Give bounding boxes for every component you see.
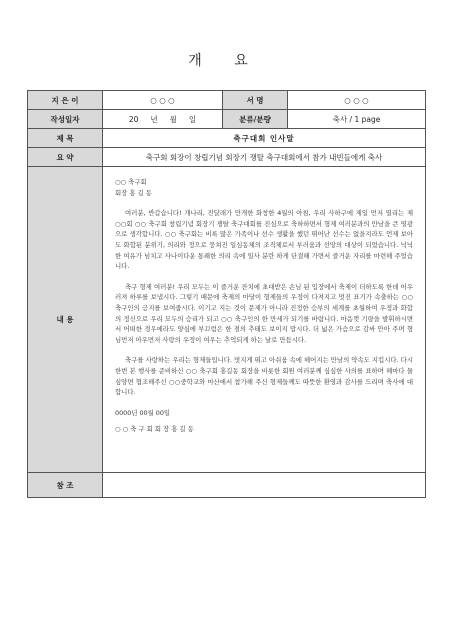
date-row	[28, 110, 426, 129]
signature-value: ○ ○ ○	[288, 91, 426, 110]
content-paragraph-3: 축구를 사랑하는 우리는 형제들입니다. 멋지게 뛰고 아쉬움 속에 헤어지는 만남의 약속도 지킵시다. 다시 한번 본 행사를 준비하신 ○○ 축구회 홍길동 회장을 비롯한 회원 여러분께 심심한 사의를 표하며 해마다 물심양면 협조해주신 ○○중학교와 마산에서 참가해 주신 형제들께도 따뜻한 환영과 감사를 드리며 축사에 대합니다.	[115, 356, 413, 397]
reference-row	[28, 473, 426, 498]
recipient-name: 회장 홍 길 동	[115, 188, 152, 197]
subject-row	[28, 129, 426, 148]
date-value	[103, 110, 223, 129]
author-value: ○ ○ ○	[103, 91, 223, 110]
content-paragraph-1: 여러분, 반갑습니다! 개나리, 진달래가 만개한 화창한 4월의 아침, 우리 사하구에 제일 먼저 열리는 제 ○○회 ○○ 축구회 창립기념 회장기 쟁탈 축구대회를 진심으로 축하하면서 형제 여러분과의 만남을 큰 영광으로 생각합니다. ○○ 축구회는 비록 많은 가족이나 선수 생활을 했던 뛰어난 선수는 없을지라도 언제 보아도 화합된 분위기, 의리와 정으로 뭉쳐진 일심동체의 조직체로서 부러움과 선망의 대상이 되었습니다. 넉넉한 여유가 넘치고 사나이다운 통쾌한 의리 속에 일사 분란 하게 단결해 가면서 즐거운 자리를 마련해 주었습니다.	[115, 209, 413, 271]
date-month-unit: 월	[169, 114, 177, 124]
date-year-unit: 년	[150, 114, 158, 124]
recipient-org: ○○ 축구회	[115, 178, 147, 186]
author-row	[28, 91, 426, 110]
category-label: 분류/분량	[223, 110, 288, 129]
date-label: 작성일자	[28, 110, 103, 129]
category-value: 축사 / 1 page	[288, 110, 426, 129]
content-paragraph-2: 축구 형제 여러분! 우리 모두는 이 즐거운 잔치에 초대받은 손님 된 입장에서 축제이 더하도록 한데 어우러져 하루를 보냅시다. 그렇기 때문에 축제의 마당이 형제들의 우정이 다져지고 멋진 표기가 속출하는 ○○ 축구인의 긍지를 보여줍시다. 이기고 지는 것이 문제가 아니라 진정한 승부의 세계를 초월하여 우정과 화합의 정신으로 우리 모두의 승리가 되고 ○○ 축구인의 한 만세가 되기를 바랍니다. 마음껏 기량을 발휘하시면서 어떠한 경우에라도 양심에 부끄럼은 한 점의 추태도 보이지 맙시다. 더 넓은 가슴으로 감싸 안아 주며 형님먼저 아우먼저 사랑의 우정이 여우는 추억되게 하는 날로 만듭시다.	[115, 282, 413, 344]
subject-value: 축구대회 인사말	[103, 129, 426, 148]
document-title: 개 요	[188, 53, 262, 69]
summary-label: 요 약	[28, 148, 103, 167]
subject-label: 제 목	[28, 129, 103, 148]
closing-signature: ○ ○ 축 구 회 회 장 홍 길 동	[115, 425, 194, 434]
content-label: 내 용	[28, 167, 103, 473]
date-day-unit: 일	[188, 114, 197, 124]
signature-label: 서 명	[223, 91, 288, 110]
date-year: 20	[128, 114, 139, 124]
summary-row	[28, 148, 426, 167]
summary-form-table	[27, 90, 426, 498]
closing-date: 0000년 00월 00일	[115, 408, 171, 417]
author-label: 지 은 이	[28, 91, 103, 110]
summary-value: 축구회 회장이 창립기념 회장기 쟁탈 축구대회에서 참가 내빈들에게 축사	[103, 148, 426, 167]
content-body	[103, 167, 426, 473]
reference-value	[103, 473, 426, 498]
reference-label: 참 조	[28, 473, 103, 498]
content-row	[28, 167, 426, 473]
